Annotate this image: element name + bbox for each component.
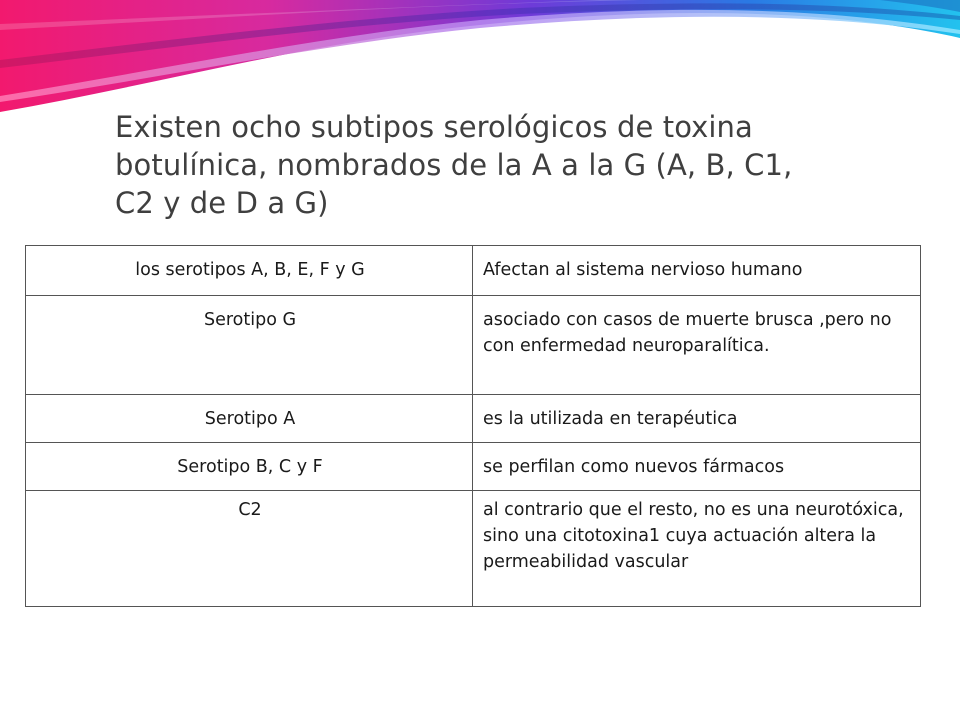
description-cell: Afectan al sistema nervioso humano [473,246,921,296]
serotype-cell: C2 [26,491,473,607]
table-row [26,296,921,395]
description-cell: se perfilan como nuevos fármacos [473,443,921,491]
serotype-cell: Serotipo G [26,296,473,395]
table-row [26,491,921,607]
table-row [26,443,921,491]
description-cell: es la utilizada en terapéutica [473,395,921,443]
table-row [26,246,921,296]
serotype-cell: Serotipo A [26,395,473,443]
table-row [26,395,921,443]
serotype-table [25,245,921,607]
description-cell: al contrario que el resto, no es una neurotóxica, sino una citotoxina1 cuya actuación altera la permeabilidad vascular [473,491,921,607]
description-cell: asociado con casos de muerte brusca ,pero no con enfermedad neuroparalítica. [473,296,921,395]
serotype-cell: los serotipos A, B, E, F y G [26,246,473,296]
serotype-cell: Serotipo B, C y F [26,443,473,491]
slide-heading: Existen ocho subtipos serológicos de toxina botulínica, nombrados de la A a la G (A, B, C1, C2 y de D a G) [115,110,793,220]
decorative-swoosh-banner [0,0,960,120]
